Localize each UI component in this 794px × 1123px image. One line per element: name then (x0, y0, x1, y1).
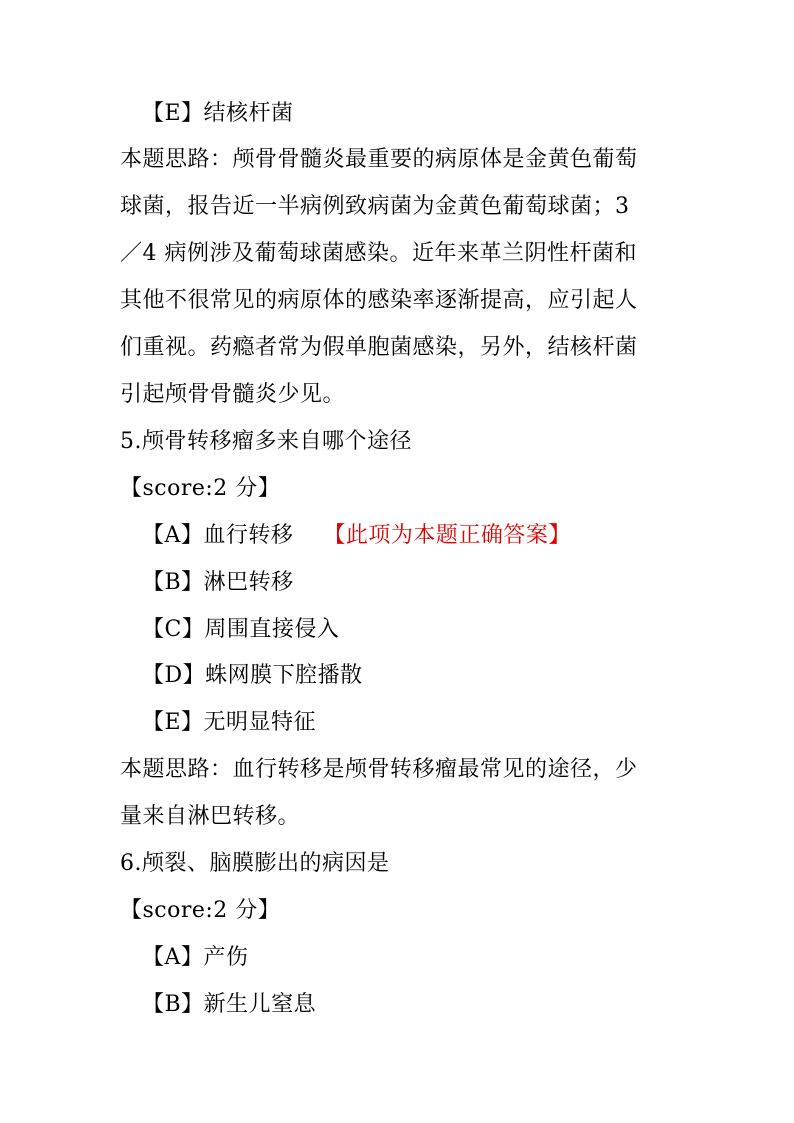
question-5-title: 5.颅骨转移瘤多来自哪个途径 (120, 429, 412, 454)
question-5-option-b: 【B】淋巴转移 (142, 570, 294, 595)
prev-explanation-line-5: 们重视。药瘾者常为假单胞菌感染，另外，结核杆菌 (120, 335, 638, 360)
question-5-option-a: 【A】血行转移 (142, 523, 294, 548)
prev-explanation-line-6: 引起颅骨骨髓炎少见。 (120, 382, 346, 407)
prev-explanation-line-3: ／4 病例涉及葡萄球菌感染。近年来革兰阴性杆菌和 (120, 241, 637, 266)
question-5-explanation-line-2: 量来自淋巴转移。 (120, 804, 301, 829)
question-6-option-b: 【B】新生儿窒息 (142, 992, 317, 1017)
question-5-score: 【score:2 分】 (120, 476, 281, 501)
question-6-option-a: 【A】产伤 (142, 945, 249, 970)
prev-option-e: 【E】结核杆菌 (142, 101, 294, 126)
question-5-option-c: 【C】周围直接侵入 (142, 617, 340, 642)
question-5-explanation-line-1: 本题思路：血行转移是颅骨转移瘤最常见的途径，少 (120, 757, 638, 782)
prev-explanation-line-1: 本题思路：颅骨骨髓炎最重要的病原体是金黄色葡萄 (120, 147, 638, 172)
question-5-option-e: 【E】无明显特征 (142, 710, 317, 735)
question-6-score: 【score:2 分】 (120, 898, 281, 923)
question-5-option-a-row (142, 521, 571, 551)
question-6-title: 6.颅裂、脑膜膨出的病因是 (120, 851, 390, 876)
prev-explanation-line-4: 其他不很常见的病原体的感染率逐渐提高，应引起人 (120, 288, 638, 313)
correct-answer-tag: 【此项为本题正确答案】 (323, 523, 571, 548)
question-5-option-d: 【D】蛛网膜下腔播散 (142, 663, 363, 688)
prev-explanation-line-2: 球菌，报告近一半病例致病菌为金黄色葡萄球菌；3 (120, 194, 630, 219)
